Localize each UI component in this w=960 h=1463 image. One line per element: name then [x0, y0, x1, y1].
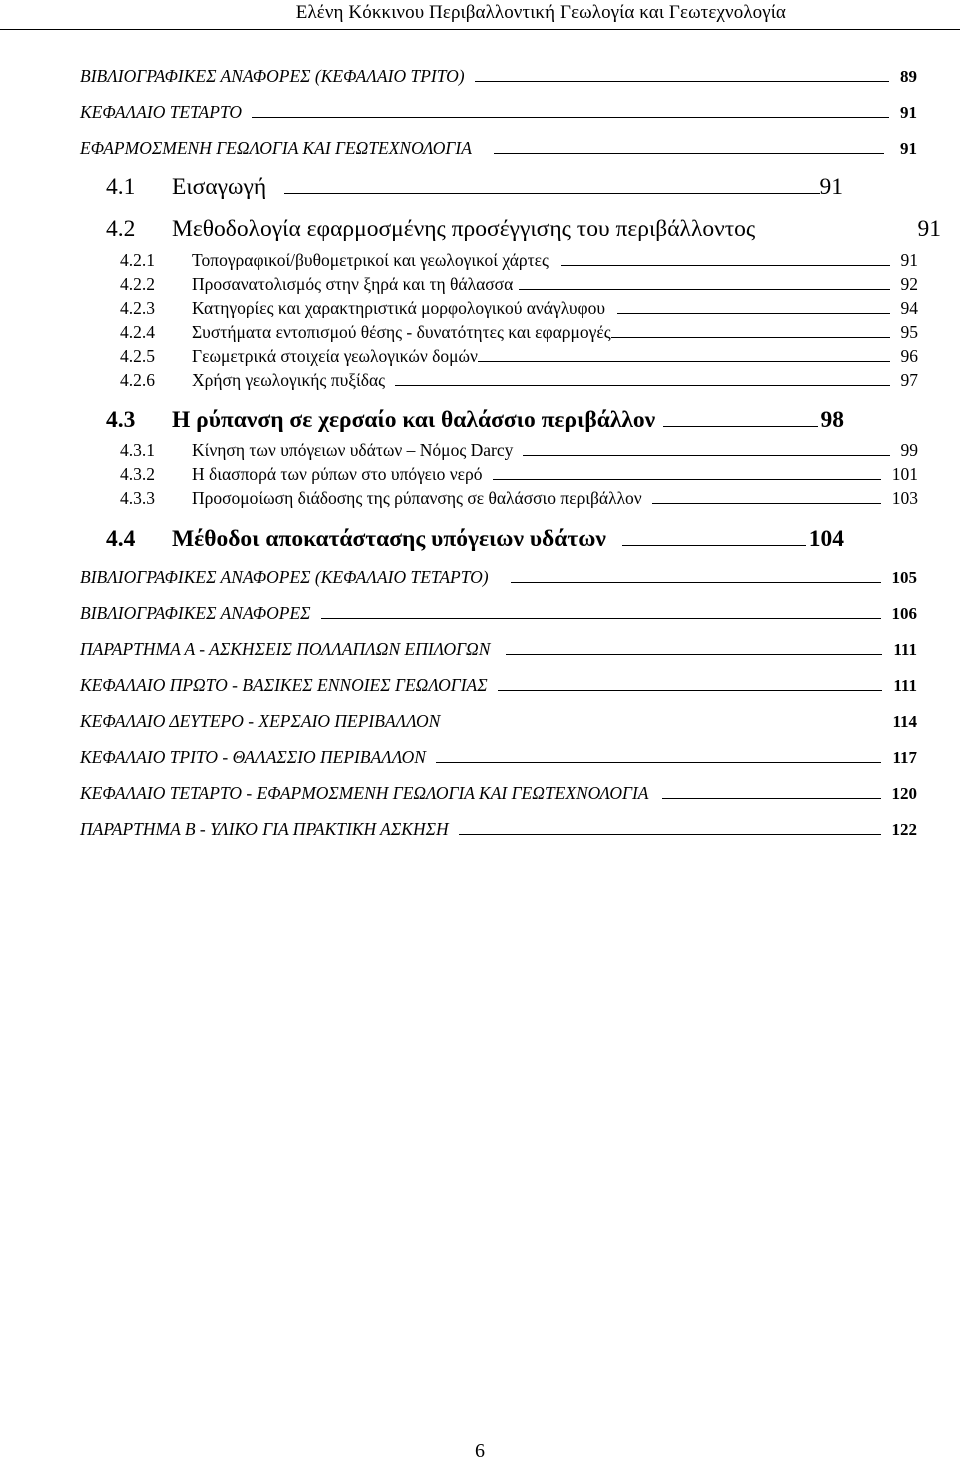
toc-entry[interactable]: [120, 274, 918, 295]
toc-entry[interactable]: [80, 747, 917, 768]
toc-leader: [252, 117, 889, 118]
toc-title: Χρήση γεωλογικής πυξίδας: [192, 370, 386, 390]
toc-page: 120: [891, 784, 917, 803]
toc-entry[interactable]: [80, 102, 917, 123]
toc-title: Η ρύπανση σε χερσαίο και θαλάσσιο περιβάλλον: [172, 407, 656, 433]
toc-leader: [436, 762, 881, 763]
toc-title: ΠΑΡΑΡΤΗΜΑ Α - ΑΣΚΗΣΕΙΣ ΠΟΛΛΑΠΛΩΝ ΕΠΙΛΟΓΩΝ: [80, 639, 491, 659]
toc-title: Η διασπορά των ρύπων στο υπόγειο νερό: [192, 464, 483, 484]
toc-entry[interactable]: [80, 603, 917, 624]
toc-entry[interactable]: [80, 639, 917, 660]
toc-number: 4.1: [106, 174, 136, 200]
toc-number: 4.2.4: [120, 322, 155, 342]
toc-page: 111: [893, 640, 917, 659]
toc-title: ΚΕΦΑΛΑΙΟ ΤΕΤΑΡΤΟ - ΕΦΑΡΜΟΣΜΕΝΗ ΓΕΩΛΟΓΙΑ ΚΑΙ ΓΕΩΤΕΧΝΟΛΟΓΙΑ: [80, 783, 649, 803]
toc-number: 4.2.2: [120, 274, 155, 294]
toc-number: 4.2: [106, 216, 136, 242]
toc-page: 89: [900, 67, 917, 86]
toc-leader: [523, 455, 889, 456]
toc-leader: [459, 834, 881, 835]
toc-title: Μεθοδολογία εφαρμοσμένης προσέγγισης του περιβάλλοντος: [172, 216, 756, 242]
toc-page: 91: [900, 250, 918, 270]
toc-title: Τοπογραφικοί/βυθομετρικοί και γεωλογικοί χάρτες: [192, 250, 549, 270]
toc-leader: [662, 798, 880, 799]
toc-title: ΒΙΒΛΙΟΓΡΑΦΙΚΕΣ ΑΝΑΦΟΡΕΣ (ΚΕΦΑΛΑΙΟ ΤΕΤΑΡΤΟ): [80, 567, 489, 587]
toc-title: ΚΕΦΑΛΑΙΟ ΤΕΤΑΡΤΟ: [80, 102, 242, 122]
toc-title: Κίνηση των υπόγειων υδάτων – Νόμος Darcy: [192, 440, 514, 460]
toc-page: 106: [891, 604, 917, 623]
toc-entry[interactable]: [106, 526, 844, 553]
toc-leader: [561, 265, 890, 266]
toc-entry[interactable]: [80, 567, 917, 588]
toc-title: ΠΑΡΑΡΤΗΜΑ Β - ΥΛΙΚΟ ΓΙΑ ΠΡΑΚΤΙΚΗ ΑΣΚΗΣΗ: [80, 819, 449, 839]
toc-leader: [284, 193, 819, 194]
toc-page: 91: [900, 103, 917, 122]
toc-page: 105: [891, 568, 917, 587]
toc-number: 4.3.2: [120, 464, 155, 484]
toc-entry[interactable]: [106, 174, 843, 201]
toc-entry[interactable]: [120, 370, 918, 391]
toc-title: Μέθοδοι αποκατάστασης υπόγειων υδάτων: [172, 526, 606, 552]
toc-leader: [511, 582, 881, 583]
toc-entry[interactable]: [120, 250, 918, 271]
toc-title: Προσανατολισμός στην ξηρά και τη θάλασσα: [192, 274, 514, 294]
toc-entry[interactable]: [80, 711, 917, 732]
toc-title: ΚΕΦΑΛΑΙΟ ΔΕΥΤΕΡΟ - ΧΕΡΣΑΙΟ ΠΕΡΙΒΑΛΛΟΝ: [80, 711, 441, 731]
toc-title: ΒΙΒΛΙΟΓΡΑΦΙΚΕΣ ΑΝΑΦΟΡΕΣ (ΚΕΦΑΛΑΙΟ ΤΡΙΤΟ): [80, 66, 465, 86]
toc-page: 91: [917, 216, 941, 242]
toc-leader: [321, 618, 881, 619]
toc-entry[interactable]: [80, 675, 917, 696]
toc-entry[interactable]: [106, 407, 844, 434]
toc-number: 4.3.3: [120, 488, 155, 508]
toc-page: 95: [900, 322, 918, 342]
toc-title: ΚΕΦΑΛΑΙΟ ΠΡΩΤΟ - ΒΑΣΙΚΕΣ ΕΝΝΟΙΕΣ ΓΕΩΛΟΓΙΑΣ: [80, 675, 488, 695]
toc-page: 122: [891, 820, 917, 839]
toc-leader: [493, 479, 881, 480]
toc-page: 91: [900, 139, 917, 158]
page-header: [0, 0, 960, 30]
toc-entry[interactable]: [120, 346, 918, 367]
toc-title: ΕΦΑΡΜΟΣΜΕΝΗ ΓΕΩΛΟΓΙΑ ΚΑΙ ΓΕΩΤΕΧΝΟΛΟΓΙΑ: [80, 138, 472, 158]
toc-page: 111: [893, 676, 917, 695]
toc-number: 4.2.5: [120, 346, 155, 366]
toc-number: 4.3.1: [120, 440, 155, 460]
toc-title: Εισαγωγή: [172, 174, 267, 200]
toc-leader: [498, 690, 883, 691]
toc-leader: [494, 153, 884, 154]
toc-entry[interactable]: [80, 819, 917, 840]
toc-number: 4.2.1: [120, 250, 155, 270]
toc-entry[interactable]: [120, 464, 918, 485]
toc-page: 101: [891, 464, 918, 484]
toc-page: 97: [900, 370, 918, 390]
toc-leader: [506, 654, 882, 655]
toc-entry[interactable]: [120, 322, 918, 343]
toc-page: 92: [900, 274, 918, 294]
toc-entry[interactable]: [120, 488, 918, 509]
toc-title: Κατηγορίες και χαρακτηριστικά μορφολογικού ανάγλυφου: [192, 298, 606, 318]
toc-number: 4.4: [106, 526, 136, 552]
toc-number: 4.3: [106, 407, 136, 433]
toc-title: Συστήματα εντοπισμού θέσης - δυνατότητες και εφαρμογές: [192, 322, 611, 342]
toc-leader: [622, 545, 806, 546]
toc-number: 4.2.6: [120, 370, 155, 390]
toc-entry[interactable]: [80, 138, 917, 159]
toc-entry[interactable]: [120, 440, 918, 461]
toc-page: 103: [891, 488, 918, 508]
toc-title: Προσομοίωση διάδοσης της ρύπανσης σε θαλάσσιο περιβάλλον: [192, 488, 642, 508]
toc-leader: [475, 81, 889, 82]
running-title: Ελένη Κόκκινου Περιβαλλοντική Γεωλογία και Γεωτεχνολογία: [295, 2, 786, 23]
toc-page: 96: [900, 346, 918, 366]
toc-page: 98: [820, 407, 844, 433]
toc-title: ΒΙΒΛΙΟΓΡΑΦΙΚΕΣ ΑΝΑΦΟΡΕΣ: [80, 603, 311, 623]
toc-entry[interactable]: [106, 216, 941, 243]
toc-page: 99: [900, 440, 918, 460]
toc-page: 114: [892, 712, 917, 731]
toc-leader: [617, 313, 889, 314]
page-number: 6: [475, 1440, 485, 1462]
toc-title: Γεωμετρικά στοιχεία γεωλογικών δομών: [192, 346, 478, 366]
toc-leader: [395, 385, 889, 386]
toc-leader: [611, 337, 890, 338]
toc-page: 117: [892, 748, 917, 767]
toc-page: 104: [808, 526, 844, 552]
toc-entry[interactable]: [120, 298, 918, 319]
toc-entry[interactable]: [80, 783, 917, 804]
toc-leader: [519, 289, 889, 290]
toc-leader: [663, 426, 817, 427]
toc-page: 94: [900, 298, 918, 318]
toc-page: 91: [819, 174, 843, 200]
toc-leader: [652, 503, 881, 504]
toc-leader: [478, 361, 890, 362]
toc-number: 4.2.3: [120, 298, 155, 318]
toc-entry[interactable]: [80, 66, 917, 87]
toc-title: ΚΕΦΑΛΑΙΟ ΤΡΙΤΟ - ΘΑΛΑΣΣΙΟ ΠΕΡΙΒΑΛΛΟΝ: [80, 747, 426, 767]
